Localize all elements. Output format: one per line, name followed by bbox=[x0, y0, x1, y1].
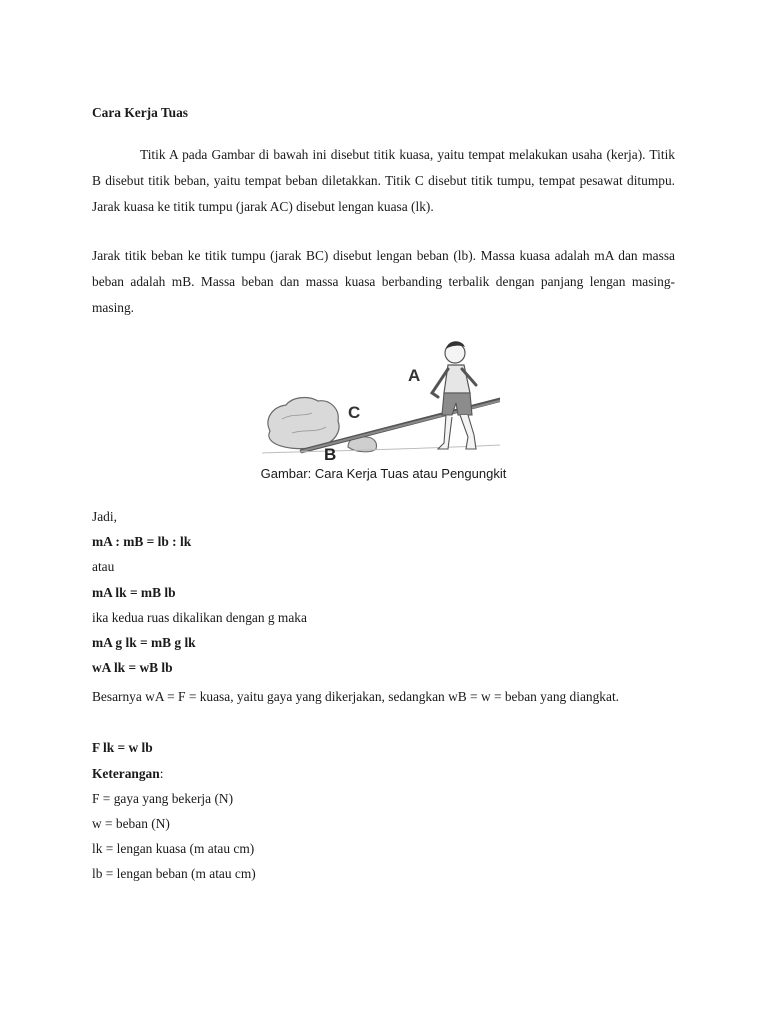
rock-shape bbox=[268, 398, 339, 449]
definition-item: lb = lengan beban (m atau cm) bbox=[92, 866, 256, 881]
equation-ratio: mA : mB = lb : lk bbox=[92, 534, 192, 549]
section-title: Cara Kerja Tuas bbox=[92, 105, 188, 120]
keterangan-label: Keterangan bbox=[92, 766, 160, 781]
label-a: A bbox=[408, 366, 421, 385]
equation-w-moment: wA lk = wB lb bbox=[92, 660, 173, 675]
keterangan-heading bbox=[92, 766, 163, 782]
paragraph-intro: Titik A pada Gambar di bawah ini disebut titik kuasa, yaitu tempat melakukan usaha (kerja). Titik B disebut titik beban, yaitu tempat beban diletakkan. Titik C disebut titik tumpu, tempat pesawat ditumpu. Jarak kuasa ke titik tumpu (jarak AC) disebut lengan kuasa (lk). bbox=[92, 147, 675, 214]
text-jadi: Jadi, bbox=[92, 509, 117, 524]
figure-caption: Gambar: Cara Kerja Tuas atau Pengungkit bbox=[260, 466, 507, 481]
definition-item: F = gaya yang bekerja (N) bbox=[92, 791, 234, 806]
equation-weight-moment: mA g lk = mB g lk bbox=[92, 635, 196, 650]
keterangan-colon: : bbox=[159, 766, 164, 781]
paragraph-lever-arms: Jarak titik beban ke titik tumpu (jarak BC) disebut lengan beban (lb). Massa kuasa adalah mA dan massa beban adalah mB. Massa beban dan massa kuasa berbanding terbalik dengan panjang lengan masing-masing. bbox=[92, 248, 675, 315]
lever-drawing bbox=[262, 333, 500, 467]
equation-mass-moment: mA lk = mB lb bbox=[92, 585, 176, 600]
lever-illustration bbox=[262, 333, 500, 467]
label-b: B bbox=[324, 445, 337, 464]
definition-item: w = beban (N) bbox=[92, 816, 170, 831]
text-multiply: ika kedua ruas dikalikan dengan g maka bbox=[92, 610, 307, 625]
formula-lever: F lk = w lb bbox=[92, 740, 153, 755]
paragraph-force: Besarnya wA = F = kuasa, yaitu gaya yang dikerjakan, sedangkan wB = w = beban yang diangkat. bbox=[92, 689, 620, 704]
text-atau: atau bbox=[92, 559, 115, 574]
boy-figure bbox=[432, 341, 476, 449]
label-c: C bbox=[348, 403, 361, 422]
definition-item: lk = lengan kuasa (m atau cm) bbox=[92, 841, 255, 856]
